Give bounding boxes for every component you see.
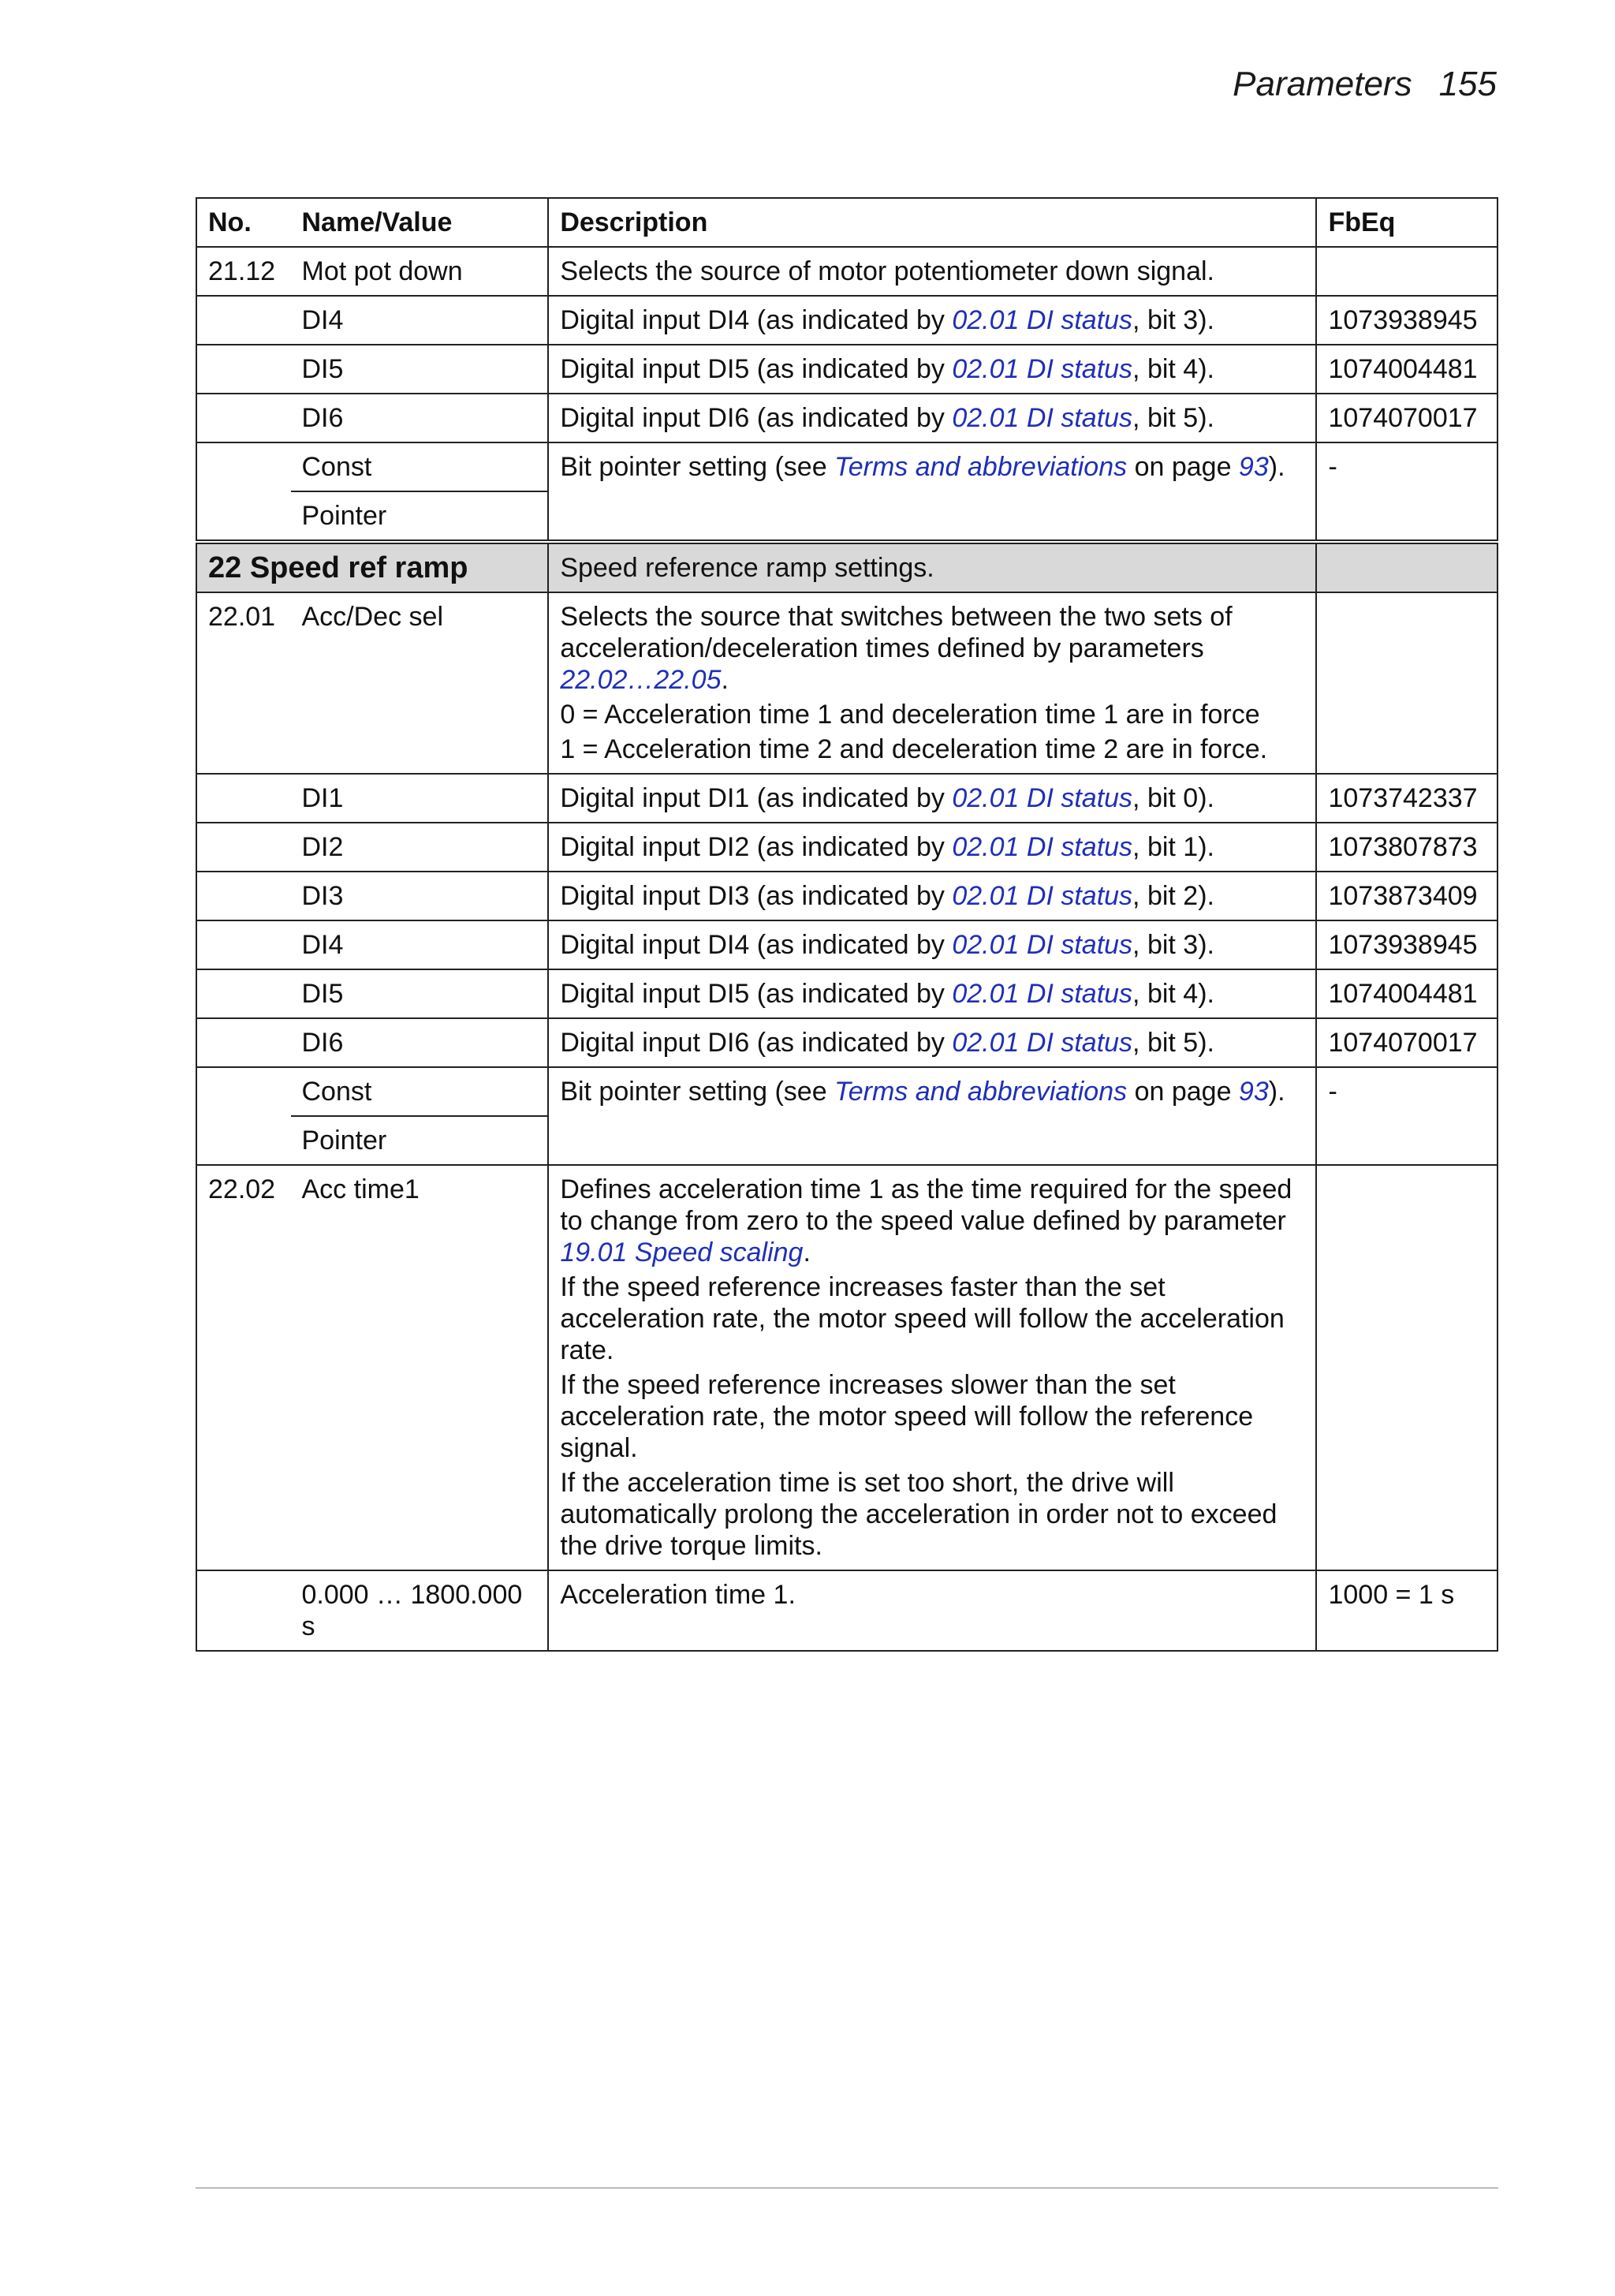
param-name: Acc/Dec sel	[291, 592, 549, 774]
param-number: 22.02	[196, 1165, 291, 1570]
value-name: Const	[291, 1067, 549, 1116]
table-row	[196, 920, 1498, 969]
speed-scaling-link[interactable]: 19.01 Speed scaling	[560, 1238, 804, 1267]
value-name: DI4	[291, 296, 549, 345]
parameter-link[interactable]: 02.01 DI status	[952, 930, 1133, 960]
value-fbeq: 1073938945	[1316, 296, 1498, 345]
value-description: Digital input DI1 (as indicated by 02.01 DI status, bit 0).	[548, 774, 1316, 823]
value-description: Bit pointer setting (see Terms and abbreviations on page 93).	[548, 1067, 1316, 1165]
parameter-table-22	[196, 543, 1498, 1652]
table-row	[196, 1570, 1498, 1651]
table-row	[196, 823, 1498, 872]
param-number: 21.12	[196, 247, 291, 296]
parameter-table-21	[196, 197, 1498, 541]
table-row	[196, 345, 1498, 394]
column-header-name: Name/Value	[291, 198, 549, 247]
terms-link[interactable]: Terms and abbreviations	[834, 452, 1128, 482]
value-name: DI5	[291, 345, 549, 394]
value-name: Pointer	[291, 491, 549, 540]
parameter-link[interactable]: 02.01 DI status	[952, 305, 1133, 335]
page-link[interactable]: 93	[1238, 1077, 1269, 1107]
value-fbeq: 1073742337	[1316, 774, 1498, 823]
value-description: Bit pointer setting (see Terms and abbreviations on page 93).	[548, 442, 1316, 540]
table-row	[196, 592, 1498, 774]
value-name: DI3	[291, 872, 549, 920]
value-fbeq: 1074070017	[1316, 394, 1498, 442]
param-description: Selects the source of motor potentiometer down signal.	[548, 247, 1316, 296]
value-description: Digital input DI4 (as indicated by 02.01 DI status, bit 3).	[548, 296, 1316, 345]
table-row	[196, 1018, 1498, 1067]
group-description: Speed reference ramp settings.	[548, 543, 1316, 592]
value-fbeq: 1073807873	[1316, 823, 1498, 872]
value-fbeq: 1074004481	[1316, 969, 1498, 1018]
value-fbeq: 1074004481	[1316, 345, 1498, 394]
value-fbeq: -	[1316, 442, 1498, 540]
table-row	[196, 1067, 1498, 1116]
value-fbeq: 1073938945	[1316, 920, 1498, 969]
value-name: Const	[291, 442, 549, 491]
page-number: 155	[1438, 65, 1497, 103]
table-row	[196, 442, 1498, 491]
column-header-no: No.	[196, 198, 291, 247]
value-description: Digital input DI3 (as indicated by 02.01 DI status, bit 2).	[548, 872, 1316, 920]
table-row	[196, 394, 1498, 442]
param-name: Acc time1	[291, 1165, 549, 1570]
table-row	[196, 1165, 1498, 1570]
parameter-link[interactable]: 02.01 DI status	[952, 1028, 1133, 1058]
param-name: Mot pot down	[291, 247, 549, 296]
group-header-row	[196, 543, 1498, 592]
value-description: Digital input DI6 (as indicated by 02.01 DI status, bit 5).	[548, 1018, 1316, 1067]
value-fbeq: 1073873409	[1316, 872, 1498, 920]
table-row	[196, 872, 1498, 920]
parameter-link[interactable]: 02.01 DI status	[952, 881, 1133, 911]
page-link[interactable]: 93	[1238, 452, 1269, 482]
value-description: Digital input DI2 (as indicated by 02.01 DI status, bit 1).	[548, 823, 1316, 872]
table-header-row	[196, 198, 1498, 247]
table-row	[196, 774, 1498, 823]
parameter-link[interactable]: 02.01 DI status	[952, 354, 1133, 384]
param-fbeq	[1316, 247, 1498, 296]
value-description: Acceleration time 1.	[548, 1570, 1316, 1651]
parameter-link[interactable]: 02.01 DI status	[952, 783, 1133, 813]
table-row	[196, 247, 1498, 296]
value-name: DI6	[291, 394, 549, 442]
value-name: Pointer	[291, 1116, 549, 1165]
section-title: Parameters	[1233, 65, 1412, 103]
table-row	[196, 969, 1498, 1018]
parameter-link[interactable]: 02.01 DI status	[952, 403, 1133, 433]
column-header-description: Description	[548, 198, 1316, 247]
footer-divider	[196, 2187, 1498, 2189]
param-number: 22.01	[196, 592, 291, 774]
table-row	[196, 296, 1498, 345]
value-description: Digital input DI5 (as indicated by 02.01 DI status, bit 4).	[548, 969, 1316, 1018]
column-header-fbeq: FbEq	[1316, 198, 1498, 247]
terms-link[interactable]: Terms and abbreviations	[834, 1077, 1128, 1107]
parameter-link[interactable]: 02.01 DI status	[952, 979, 1133, 1009]
value-name: DI2	[291, 823, 549, 872]
parameter-link[interactable]: 02.01 DI status	[952, 832, 1133, 862]
value-fbeq: 1000 = 1 s	[1316, 1570, 1498, 1651]
value-name: 0.000 … 1800.000 s	[291, 1570, 549, 1651]
value-description: Digital input DI4 (as indicated by 02.01 DI status, bit 3).	[548, 920, 1316, 969]
value-name: DI5	[291, 969, 549, 1018]
value-fbeq: -	[1316, 1067, 1498, 1165]
value-name: DI1	[291, 774, 549, 823]
value-name: DI6	[291, 1018, 549, 1067]
param-description: Defines acceleration time 1 as the time required for the speed to change from zero to the speed value defined by parameter 19.01 Speed scaling. If the speed reference increases faster than the set acceleration rate, the motor speed will follow the acceleration rate. If the speed reference increases slower than the set acceleration rate, the motor speed will follow the reference signal. If the acceleration time is set too short, the drive will automatically prolong the acceleration in order not to exceed the drive torque limits.	[548, 1165, 1316, 1570]
value-fbeq: 1074070017	[1316, 1018, 1498, 1067]
param-description: Selects the source that switches between the two sets of acceleration/deceleration times defined by parameters 22.02…22.05. 0 = Acceleration time 1 and deceleration time 1 are in force 1 = Acceleration time 2 and deceleration time 2 are in force.	[548, 592, 1316, 774]
parameter-range-link[interactable]: 22.02…22.05	[560, 665, 722, 695]
group-title: 22 Speed ref ramp	[196, 543, 548, 592]
page-header	[1233, 65, 1497, 104]
value-name: DI4	[291, 920, 549, 969]
value-description: Digital input DI6 (as indicated by 02.01 DI status, bit 5).	[548, 394, 1316, 442]
value-description: Digital input DI5 (as indicated by 02.01 DI status, bit 4).	[548, 345, 1316, 394]
